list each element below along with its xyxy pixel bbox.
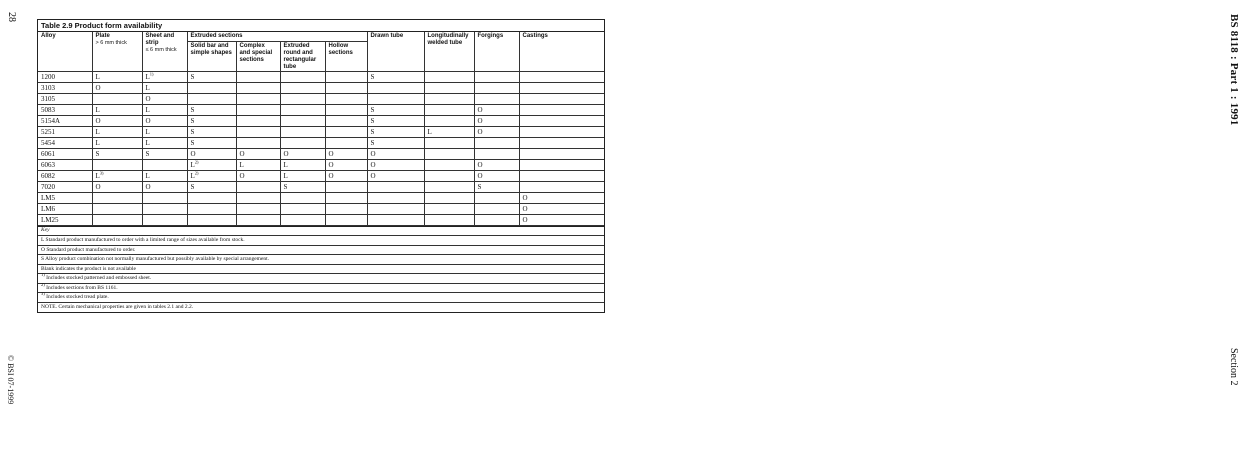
cell-forgings bbox=[474, 71, 519, 82]
note-text: S Alloy product combination not normally manufactured but possibly available by special arrangement. bbox=[41, 255, 270, 262]
availability-table bbox=[38, 32, 604, 226]
cell-alloy bbox=[38, 203, 92, 214]
note-text: Includes stocked patterned and embossed sheet. bbox=[46, 274, 152, 281]
cell-value: O bbox=[477, 171, 483, 180]
cell-complex bbox=[236, 93, 280, 104]
cell-value: O bbox=[370, 171, 376, 180]
cell-drawn bbox=[367, 192, 424, 203]
cell-round bbox=[280, 203, 325, 214]
cell-alloy bbox=[38, 71, 92, 82]
cell-welded bbox=[424, 192, 474, 203]
cell-drawn bbox=[367, 148, 424, 159]
cell-value: S bbox=[370, 116, 375, 125]
cell-hollow bbox=[325, 71, 367, 82]
table-row bbox=[38, 192, 604, 203]
cell-value: O bbox=[283, 149, 289, 158]
cell-sheet bbox=[142, 214, 187, 225]
cell-complex bbox=[236, 148, 280, 159]
page-number: 28 bbox=[6, 12, 17, 22]
cell-footnote-ref: 3) bbox=[99, 170, 104, 176]
cell-forgings bbox=[474, 214, 519, 225]
cell-value: O bbox=[522, 204, 528, 213]
cell-value: S bbox=[370, 127, 375, 136]
note-line bbox=[38, 246, 604, 256]
cell-welded bbox=[424, 137, 474, 148]
table-row bbox=[38, 126, 604, 137]
table-row bbox=[38, 82, 604, 93]
cell-value: 5454 bbox=[41, 138, 55, 147]
cell-solid bbox=[187, 159, 236, 170]
cell-alloy bbox=[38, 214, 92, 225]
cell-alloy bbox=[38, 82, 92, 93]
cell-drawn bbox=[367, 82, 424, 93]
notes-list bbox=[38, 236, 604, 312]
cell-value: S bbox=[370, 105, 375, 114]
note-line bbox=[38, 265, 604, 275]
header-round: Extruded round and rectangular tube bbox=[280, 41, 325, 71]
header-alloy: Alloy bbox=[38, 32, 92, 71]
header-sheet-label: Sheet and strip bbox=[145, 33, 175, 46]
cell-sheet bbox=[142, 170, 187, 181]
cell-hollow bbox=[325, 126, 367, 137]
cell-value: O bbox=[145, 116, 151, 125]
cell-value: S bbox=[190, 182, 195, 191]
cell-value: O bbox=[328, 149, 334, 158]
cell-welded bbox=[424, 203, 474, 214]
cell-value: L bbox=[427, 127, 432, 136]
note-line bbox=[38, 281, 604, 294]
note-line bbox=[38, 293, 604, 303]
note-text: NOTE. Certain mechanical properties are given in tables 2.1 and 2.2. bbox=[41, 303, 194, 310]
cell-castings bbox=[519, 115, 604, 126]
cell-forgings bbox=[474, 137, 519, 148]
cell-value: S bbox=[283, 182, 288, 191]
cell-value: L bbox=[95, 138, 100, 147]
cell-round bbox=[280, 159, 325, 170]
table-notes bbox=[38, 226, 604, 313]
cell-hollow bbox=[325, 93, 367, 104]
cell-complex bbox=[236, 126, 280, 137]
product-form-table bbox=[37, 19, 605, 313]
cell-drawn bbox=[367, 181, 424, 192]
left-margin bbox=[0, 0, 28, 451]
key-label: Key bbox=[38, 227, 604, 237]
cell-value: S bbox=[370, 138, 375, 147]
cell-complex bbox=[236, 192, 280, 203]
cell-solid bbox=[187, 93, 236, 104]
header-plate-label: Plate bbox=[95, 33, 110, 39]
cell-welded bbox=[424, 115, 474, 126]
cell-plate bbox=[92, 159, 142, 170]
note-footnote-mark: 1) bbox=[41, 272, 45, 277]
cell-castings bbox=[519, 126, 604, 137]
header-plate-sub: > 6 mm thick bbox=[95, 40, 127, 46]
header-castings: Castings bbox=[519, 32, 604, 71]
cell-complex bbox=[236, 159, 280, 170]
cell-alloy bbox=[38, 159, 92, 170]
table-row bbox=[38, 71, 604, 82]
cell-complex bbox=[236, 115, 280, 126]
cell-plate bbox=[92, 214, 142, 225]
cell-alloy bbox=[38, 181, 92, 192]
cell-sheet bbox=[142, 104, 187, 115]
cell-round bbox=[280, 181, 325, 192]
cell-alloy bbox=[38, 170, 92, 181]
cell-sheet bbox=[142, 115, 187, 126]
cell-value: S bbox=[190, 116, 195, 125]
cell-alloy bbox=[38, 137, 92, 148]
cell-plate bbox=[92, 137, 142, 148]
table-row bbox=[38, 203, 604, 214]
cell-hollow bbox=[325, 104, 367, 115]
cell-value: O bbox=[95, 116, 101, 125]
cell-value: O bbox=[95, 83, 101, 92]
note-footnote-mark: 3) bbox=[41, 291, 45, 296]
cell-alloy bbox=[38, 115, 92, 126]
cell-value: L bbox=[145, 72, 150, 81]
table-row bbox=[38, 181, 604, 192]
cell-value: 3103 bbox=[41, 83, 55, 92]
table-row bbox=[38, 148, 604, 159]
cell-forgings bbox=[474, 126, 519, 137]
cell-value: L bbox=[95, 127, 100, 136]
cell-hollow bbox=[325, 137, 367, 148]
cell-alloy bbox=[38, 126, 92, 137]
cell-castings bbox=[519, 104, 604, 115]
cell-solid bbox=[187, 71, 236, 82]
cell-castings bbox=[519, 214, 604, 225]
cell-castings bbox=[519, 82, 604, 93]
cell-solid bbox=[187, 82, 236, 93]
table-row bbox=[38, 214, 604, 225]
cell-plate bbox=[92, 93, 142, 104]
header-extruded: Extruded sections bbox=[187, 32, 367, 41]
cell-drawn bbox=[367, 137, 424, 148]
header-plate bbox=[92, 32, 142, 71]
cell-round bbox=[280, 137, 325, 148]
cell-solid bbox=[187, 181, 236, 192]
cell-solid bbox=[187, 137, 236, 148]
cell-hollow bbox=[325, 203, 367, 214]
cell-value: L bbox=[95, 72, 100, 81]
standard-title: BS 8118 : Part 1 : 1991 bbox=[1228, 14, 1240, 126]
cell-value: L bbox=[190, 160, 195, 169]
header-hollow: Hollow sections bbox=[325, 41, 367, 71]
cell-value: O bbox=[477, 116, 483, 125]
cell-welded bbox=[424, 181, 474, 192]
cell-forgings bbox=[474, 203, 519, 214]
cell-round bbox=[280, 170, 325, 181]
cell-forgings bbox=[474, 159, 519, 170]
cell-solid bbox=[187, 214, 236, 225]
cell-round bbox=[280, 214, 325, 225]
cell-sheet bbox=[142, 82, 187, 93]
cell-value: S bbox=[370, 72, 375, 81]
note-text: O Standard product manufactured to order. bbox=[41, 246, 136, 253]
cell-solid bbox=[187, 148, 236, 159]
section-label: Section 2 bbox=[1228, 348, 1239, 386]
note-footnote-mark: 2) bbox=[41, 281, 45, 287]
cell-round bbox=[280, 115, 325, 126]
cell-value: O bbox=[370, 160, 376, 169]
cell-value: 6063 bbox=[41, 160, 55, 169]
cell-solid bbox=[187, 170, 236, 181]
cell-welded bbox=[424, 82, 474, 93]
cell-value: S bbox=[190, 138, 195, 147]
cell-value: L bbox=[283, 171, 288, 180]
cell-value: O bbox=[477, 160, 483, 169]
cell-drawn bbox=[367, 104, 424, 115]
cell-forgings bbox=[474, 148, 519, 159]
cell-forgings bbox=[474, 192, 519, 203]
cell-drawn bbox=[367, 170, 424, 181]
cell-value: S bbox=[95, 149, 100, 158]
table-caption: Table 2.9 Product form availability bbox=[38, 20, 604, 32]
note-line bbox=[38, 236, 604, 246]
cell-alloy bbox=[38, 192, 92, 203]
cell-welded bbox=[424, 214, 474, 225]
note-line bbox=[38, 274, 604, 284]
cell-value: L bbox=[239, 160, 244, 169]
table-row bbox=[38, 104, 604, 115]
cell-value: L bbox=[190, 171, 195, 180]
cell-round bbox=[280, 93, 325, 104]
cell-complex bbox=[236, 214, 280, 225]
cell-hollow bbox=[325, 115, 367, 126]
cell-value: O bbox=[522, 215, 528, 224]
cell-drawn bbox=[367, 115, 424, 126]
cell-plate bbox=[92, 104, 142, 115]
cell-value: L bbox=[145, 138, 150, 147]
cell-castings bbox=[519, 93, 604, 104]
cell-sheet bbox=[142, 148, 187, 159]
cell-value: S bbox=[477, 182, 482, 191]
cell-value: 1200 bbox=[41, 72, 55, 81]
cell-forgings bbox=[474, 115, 519, 126]
cell-sheet bbox=[142, 192, 187, 203]
cell-value: 5083 bbox=[41, 105, 55, 114]
cell-value: LM6 bbox=[41, 204, 55, 213]
cell-complex bbox=[236, 82, 280, 93]
cell-value: O bbox=[328, 160, 334, 169]
cell-round bbox=[280, 104, 325, 115]
table-body bbox=[38, 71, 604, 225]
cell-drawn bbox=[367, 203, 424, 214]
note-text: Blank indicates the product is not available bbox=[41, 265, 137, 272]
cell-sheet bbox=[142, 137, 187, 148]
cell-value: O bbox=[145, 182, 151, 191]
cell-alloy bbox=[38, 93, 92, 104]
cell-drawn bbox=[367, 126, 424, 137]
cell-welded bbox=[424, 148, 474, 159]
cell-hollow bbox=[325, 148, 367, 159]
cell-drawn bbox=[367, 214, 424, 225]
cell-round bbox=[280, 126, 325, 137]
cell-complex bbox=[236, 203, 280, 214]
cell-castings bbox=[519, 148, 604, 159]
header-sheet-sub: ≤ 6 mm thick bbox=[145, 47, 177, 53]
cell-hollow bbox=[325, 170, 367, 181]
cell-value: O bbox=[95, 182, 101, 191]
cell-sheet bbox=[142, 93, 187, 104]
cell-forgings bbox=[474, 170, 519, 181]
header-drawn: Drawn tube bbox=[367, 32, 424, 71]
cell-drawn bbox=[367, 159, 424, 170]
cell-value: O bbox=[145, 94, 151, 103]
cell-value: S bbox=[190, 127, 195, 136]
cell-forgings bbox=[474, 181, 519, 192]
note-line bbox=[38, 303, 604, 313]
cell-plate bbox=[92, 181, 142, 192]
cell-value: L bbox=[145, 171, 150, 180]
cell-sheet bbox=[142, 181, 187, 192]
cell-value: 5251 bbox=[41, 127, 55, 136]
cell-value: S bbox=[145, 149, 150, 158]
cell-sheet bbox=[142, 159, 187, 170]
cell-castings bbox=[519, 170, 604, 181]
cell-drawn bbox=[367, 93, 424, 104]
cell-value: O bbox=[190, 149, 196, 158]
table-row bbox=[38, 137, 604, 148]
cell-hollow bbox=[325, 181, 367, 192]
table-row bbox=[38, 159, 604, 170]
cell-forgings bbox=[474, 93, 519, 104]
cell-value: 5154A bbox=[41, 116, 61, 125]
header-welded: Longitudinally welded tube bbox=[424, 32, 474, 71]
note-text: L Standard product manufactured to order with a limited range of sizes available from stock. bbox=[41, 236, 245, 243]
cell-value: O bbox=[370, 149, 376, 158]
cell-welded bbox=[424, 104, 474, 115]
cell-welded bbox=[424, 93, 474, 104]
cell-hollow bbox=[325, 214, 367, 225]
cell-welded bbox=[424, 159, 474, 170]
cell-value: S bbox=[190, 72, 195, 81]
cell-alloy bbox=[38, 148, 92, 159]
cell-complex bbox=[236, 71, 280, 82]
cell-castings bbox=[519, 192, 604, 203]
cell-solid bbox=[187, 115, 236, 126]
cell-hollow bbox=[325, 159, 367, 170]
cell-plate bbox=[92, 170, 142, 181]
cell-plate bbox=[92, 126, 142, 137]
cell-value: 7020 bbox=[41, 182, 55, 191]
cell-round bbox=[280, 192, 325, 203]
cell-value: 3105 bbox=[41, 94, 55, 103]
cell-value: O bbox=[328, 171, 334, 180]
cell-welded bbox=[424, 71, 474, 82]
cell-plate bbox=[92, 115, 142, 126]
cell-value: O bbox=[522, 193, 528, 202]
table-row bbox=[38, 170, 604, 181]
cell-value: 6061 bbox=[41, 149, 55, 158]
cell-footnote-ref: 2) bbox=[194, 170, 199, 176]
cell-value: LM5 bbox=[41, 193, 55, 202]
cell-solid bbox=[187, 192, 236, 203]
cell-footnote-ref: 1) bbox=[149, 71, 154, 77]
cell-complex bbox=[236, 170, 280, 181]
cell-value: O bbox=[239, 149, 245, 158]
cell-value: 6082 bbox=[41, 171, 55, 180]
cell-plate bbox=[92, 148, 142, 159]
header-complex: Complex and special sections bbox=[236, 41, 280, 71]
cell-drawn bbox=[367, 71, 424, 82]
cell-sheet bbox=[142, 71, 187, 82]
cell-value: O bbox=[239, 171, 245, 180]
cell-solid bbox=[187, 126, 236, 137]
cell-round bbox=[280, 82, 325, 93]
cell-forgings bbox=[474, 82, 519, 93]
cell-castings bbox=[519, 159, 604, 170]
cell-value: S bbox=[190, 105, 195, 114]
cell-welded bbox=[424, 126, 474, 137]
header-solid: Solid bar and simple shapes bbox=[187, 41, 236, 71]
cell-value: O bbox=[477, 105, 483, 114]
cell-plate bbox=[92, 82, 142, 93]
cell-castings bbox=[519, 203, 604, 214]
note-line bbox=[38, 255, 604, 265]
cell-sheet bbox=[142, 126, 187, 137]
note-text: Includes sections from BS 1161. bbox=[46, 284, 118, 291]
cell-value: LM25 bbox=[41, 215, 59, 224]
cell-value: L bbox=[95, 171, 100, 180]
cell-value: L bbox=[145, 105, 150, 114]
cell-value: L bbox=[145, 127, 150, 136]
cell-plate bbox=[92, 71, 142, 82]
right-margin bbox=[610, 0, 1240, 451]
cell-plate bbox=[92, 203, 142, 214]
cell-castings bbox=[519, 71, 604, 82]
table-row bbox=[38, 93, 604, 104]
cell-footnote-ref: 2) bbox=[194, 159, 199, 165]
cell-complex bbox=[236, 181, 280, 192]
cell-solid bbox=[187, 203, 236, 214]
copyright-notice: © BSI 07-1999 bbox=[6, 355, 15, 405]
cell-value: L bbox=[145, 83, 150, 92]
cell-complex bbox=[236, 137, 280, 148]
cell-castings bbox=[519, 181, 604, 192]
table-row bbox=[38, 115, 604, 126]
header-sheet bbox=[142, 32, 187, 71]
cell-hollow bbox=[325, 192, 367, 203]
cell-value: L bbox=[95, 105, 100, 114]
cell-round bbox=[280, 148, 325, 159]
cell-plate bbox=[92, 192, 142, 203]
cell-hollow bbox=[325, 82, 367, 93]
cell-welded bbox=[424, 170, 474, 181]
cell-sheet bbox=[142, 203, 187, 214]
cell-alloy bbox=[38, 104, 92, 115]
cell-round bbox=[280, 71, 325, 82]
header-forgings: Forgings bbox=[474, 32, 519, 71]
note-text: Includes stocked tread plate. bbox=[46, 293, 109, 300]
cell-value: L bbox=[283, 160, 288, 169]
cell-solid bbox=[187, 104, 236, 115]
cell-value: O bbox=[477, 127, 483, 136]
cell-forgings bbox=[474, 104, 519, 115]
cell-complex bbox=[236, 104, 280, 115]
cell-castings bbox=[519, 137, 604, 148]
